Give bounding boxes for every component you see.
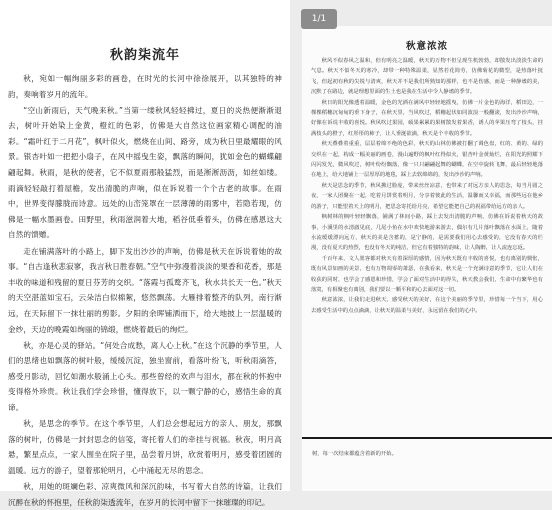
article-body <box>302 56 552 316</box>
paragraph: 走在铺满落叶的小路上，脚下发出沙沙的声响，仿佛是秋天在诉说着她的故事。“自古逢秋悲寂寥，我言秋日胜春朝。”空气中弥漫着淡淡的果香和花香，那是丰收的味道和残留的夏日芬芳的交织。“落霞与孤鹜齐飞，秋水共长天一色。”秋天的天空湛蓝如宝石，云朵洁白似棉絮，悠然飘荡。大雁排着整齐的队列，南行渐远，在天际留下一抹壮丽的剪影。夕阳的余晖铺洒而下，给大地披上一层温暖的金纱，天边的晚霞如绚丽的锦缎，燃烧着最后的绚烂。 <box>8 246 282 334</box>
right-document-page <box>302 26 552 491</box>
paragraph: 秋，亦是心灵的驿站。“何处合成愁，离人心上秋。”在这个沉静的季节里，人们的思绪也如飘落的树叶般，缓缓沉淀，独坐窗前，看落叶纷飞，听秋雨滴答，感受月影动，回忆如潮水般涌上心头。那些曾经的欢声与泪水，都在秋的怀抱中变得格外珍贵。秋让我们学会珍惜，懂得放下，以一颗宁静的心，感悟生命的真谛。 <box>8 340 282 412</box>
page-divider <box>302 437 552 439</box>
paragraph: 千百年来，文人墨客都对秋天有着深厚的感情，因为秋天既有丰收的喜悦，也有离别的惆怅，既有风景如画的美景，也有万物凋零的萧瑟，在我看来，秋天是一个充满诗意的季节，它让人们在收获的同时，也学会了感恩和珍惜，学会了面对生活中的得失，秋天教会我们，生命中有繁华也有落寞，有相聚也有离别，我们要以一颗平和的心去面对这一切。 <box>311 255 543 293</box>
paragraph: 秋天叠叠着重重，层层着绵不绝的色彩，秋天的山林仿佛被打翻了调色盘，红的、黄的、绿的交织在一起，构成一幅美丽的画卷，漫山遍野的枫叶红得似火，银杏叶金黄灿烂，在阳光的照耀下闪闪发光，微风吹过，树叶纷纷飘落，像一只只翩翩起舞的蝴蝶，在空中旋转飞舞，最后轻轻地落在地上，给大地铺上一层厚厚的地毯，踩上去软绵绵的，发出沙沙的声响。 <box>311 141 543 179</box>
article-title: 秋韵柒流年 <box>109 48 180 63</box>
page-indicator-badge: 1/1 <box>301 9 337 29</box>
article-title: 秋意浓浓 <box>405 41 448 52</box>
paragraph: 秋，是思念的季节。在这个季节里，人们总会想起远方的亲人、朋友，那飘落的树叶，仿佛是一封封思念的信笺，寄托着人们的牵挂与祝福。秋夜，明月高悬，繁星点点，一家人围坐在院子里，品尝着月饼，欣赏着明月，感受着团圆的温暖。远方的游子，望着那轮明月，心中涌起无尽的思念。 <box>8 419 282 475</box>
paragraph: 秋日的阳光像透着温暖，金色的光洒在满风中轻轻地摇曳，仿佛一片金色的海洋，稻田边，一棵棵稻穗沉甸甸的垂下身子，在秋天里，当风吹过，稻穗起伏如同波浪一般翻滚，发出沙沙声响，好像在诉说丰收的喜悦。秋风吹过果园，硕果累累的果树散发着果香，诱人的苹果压弯了枝头，挂满枝头的橙子，红彤彤的柿子，让人垂涎欲滴，秋天是个丰收的季节。 <box>311 99 543 137</box>
paragraph: 秋，宛如一幅绚丽多彩的画卷，在时光的长河中徐徐展开，以其独特的神韵，奏响着岁月的流年。 <box>8 74 282 99</box>
paragraph: 秋天是思念的季节，秋风拂过脸庞，带来丝丝凉意，也带来了对远方亲人的思念，每当月圆之夜，一家人团聚在一起，吃着月饼赏着明月，分享着彼此的生活，温馨而又幸福，而那些远在他乡的游子，只能望着天上的明月，把思念寄托给月亮，希望它能把自己的祝福带给远方的亲人。 <box>311 182 543 210</box>
next-page-text-line: 树，每一次结束都蕴含着新的开始。 <box>312 451 397 457</box>
paragraph: 秋意浓浓，让我们走进秋天，感受秋天的美好，在这个美丽的季节里，珍惜每一个当下，用心去感受生活中的点点滴滴，让秋天的温柔与美好，永远留在我们的心中。 <box>311 297 543 314</box>
paragraph: 枫树林的枫叶轻轻飘落，铺满了林间小路，踩上去发出清脆的声响，仿佛在诉说着秋天的故事，小溪里的水清澈见底，几尾小鱼在水中欢快地游来游去，偶尔有几片落叶飘落在水面上，随着水流缓缓漂向远方，秋天的美是含蓄的，是宁静的，是需要我们用心去感受的，它没有春天的烂漫，没有夏天的热烈，也没有冬天的纯洁，但它有着独特的韵味，让人陶醉，让人流连忘返。 <box>311 214 543 252</box>
article-body <box>0 71 290 510</box>
paragraph: “空山新雨后，天气晚来秋。”当第一缕秋风轻轻拂过，夏日的炎热便渐渐退去，树叶开始染上金黄，橙红的色彩，仿佛是大自然这位画家精心调配的油彩。“霜叶红于二月花”，枫叶似火，燃烧在山间、路旁，成为秋日里最耀眼的风景。银杏叶如一把把小扇子，在风中摇曳生姿，飘落的瞬间，犹如金色的蝴蝶翩翩起舞。秋雨，是秋的使者，它不似夏雨那般猛烈，而是淅淅沥沥，如丝如缕。雨滴轻轻敲打着屋檐，发出清脆的声响，似在诉说着一个个古老的故事。在雨中，世界变得朦胧而诗意。远处的山峦笼罩在一层薄薄的雨雾中，若隐若现，仿佛是一幅水墨画卷。田野里，秋雨滋润着大地，稻谷低垂着头，仿佛在感恩这大自然的馈赠。 <box>8 105 282 240</box>
paragraph: 秋，用她的斑斓色彩、凉爽微风和深沉韵味，书写着大自然的诗篇，让我们沉醉在秋的怀抱里，任秋韵柒透流年，在岁月的长河中留下一抹璀璨的印记。 <box>8 481 282 507</box>
paragraph: 秋风不似春风之温和，但有明亮之温暖，秋天的万物不但呈现生机勃勃，却散发出淡淡生命的气息。秋天不似冬天的寒冷，却带一种特殊温柔，显然若花简劳，仿佛菊花的微型，是热落叶抚飞，但起初有秋的尖锐与清爽，秋天并不是我们所熟知的那样，也不是伤感，而是一种静谧的美，沉默了在路边，就是理想里面的生土也是我在生活中令人静谧的季节。 <box>311 58 543 96</box>
